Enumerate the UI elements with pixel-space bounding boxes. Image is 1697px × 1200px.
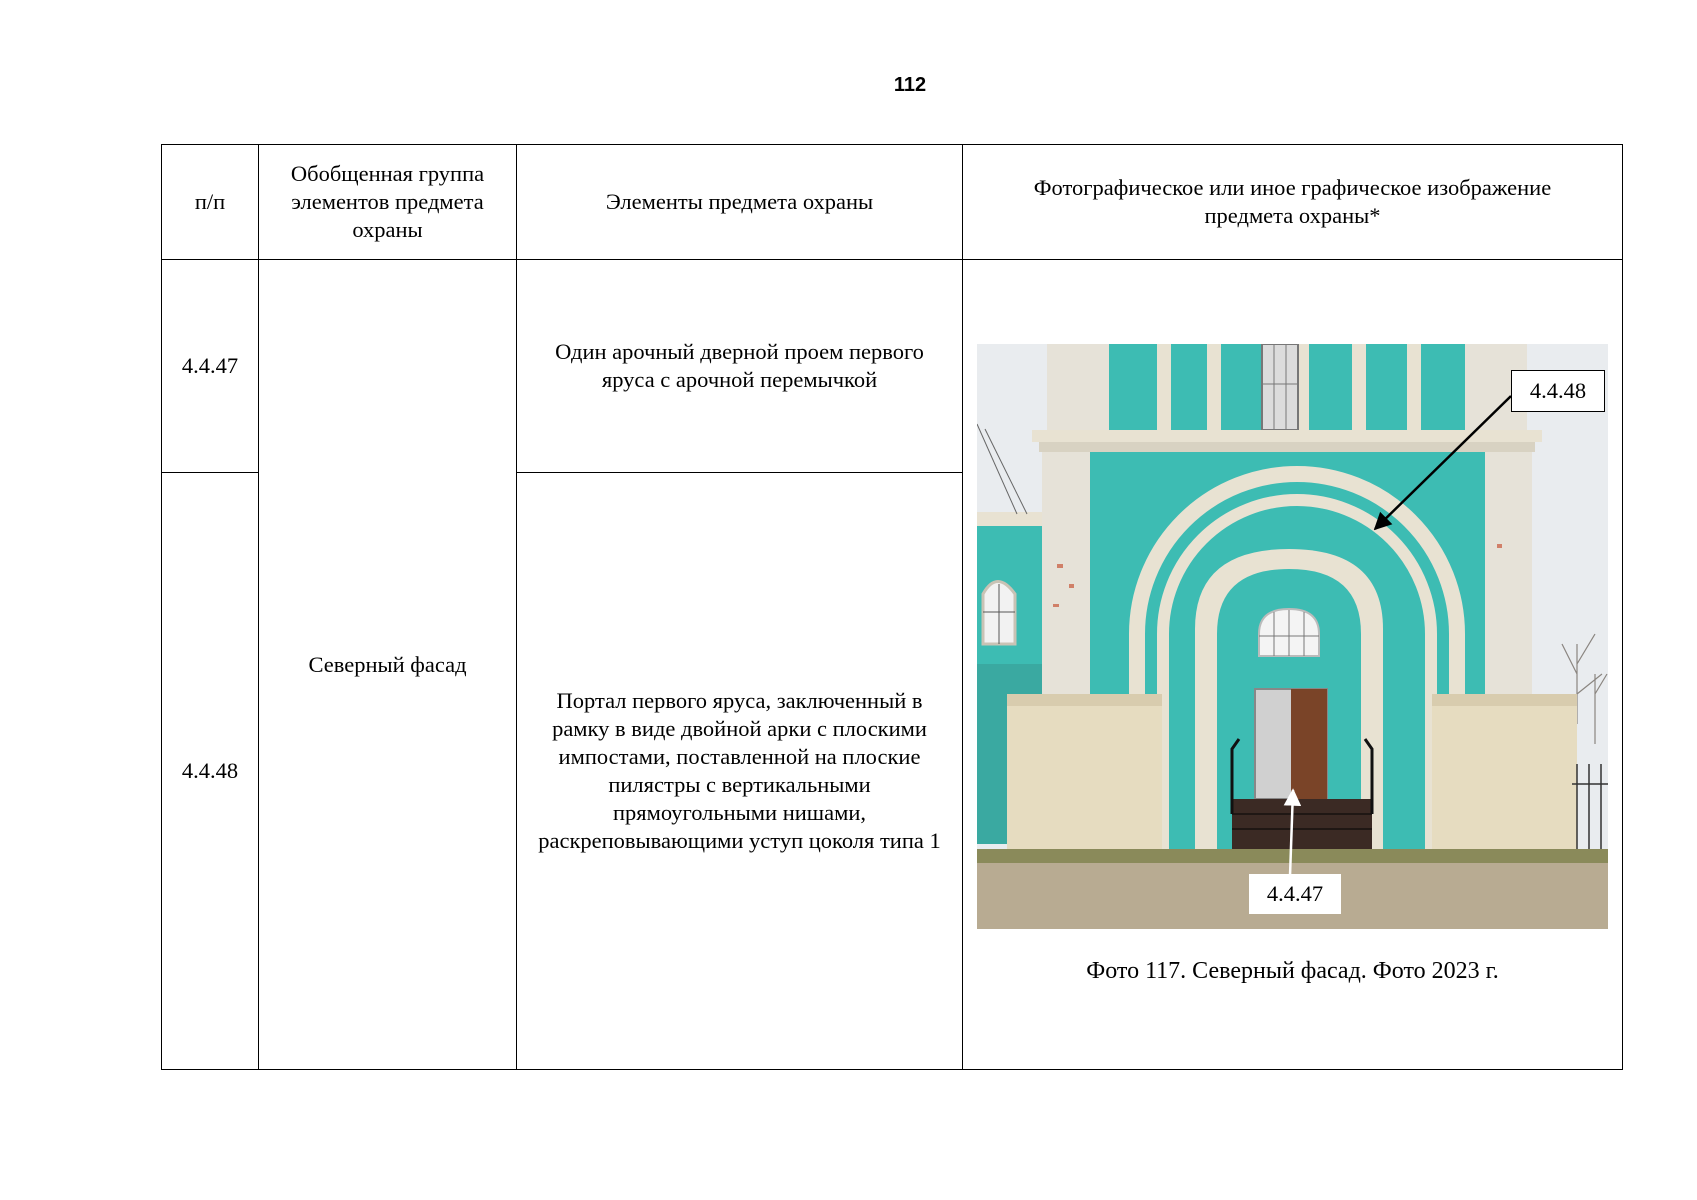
page-number: 112 <box>893 74 927 96</box>
facade-photo-image <box>977 344 1608 929</box>
header-elements: Элементы предмета охраны <box>517 145 963 260</box>
photo-caption: Фото 117. Северный фасад. Фото 2023 г. <box>1086 958 1499 984</box>
table-row <box>162 260 1623 473</box>
facade-photo <box>977 344 1608 929</box>
row-num: 4.4.48 <box>162 473 259 1070</box>
row-num: 4.4.47 <box>162 260 259 473</box>
protection-table <box>161 144 1623 1070</box>
header-image: Фотографическое или иное графическое изображение предмета охраны* <box>963 145 1623 260</box>
group-cell: Северный фасад <box>259 260 517 1070</box>
row-element: Портал первого яруса, заключенный в рамку в виде двойной арки с плоскими импостами, поставленной на плоские пилястры с вертикальными прямоугольными нишами, раскреповывающими уступ цоколя типа 1 <box>517 473 963 1070</box>
photo-cell <box>963 260 1623 1070</box>
callout-top: 4.4.48 <box>1511 370 1605 412</box>
table-header-row <box>162 145 1623 260</box>
row-element: Один арочный дверной проем первого яруса с арочной перемычкой <box>517 260 963 473</box>
header-num: п/п <box>162 145 259 260</box>
header-group: Обобщенная группа элементов предмета охраны <box>259 145 517 260</box>
callout-bottom: 4.4.47 <box>1249 874 1341 914</box>
